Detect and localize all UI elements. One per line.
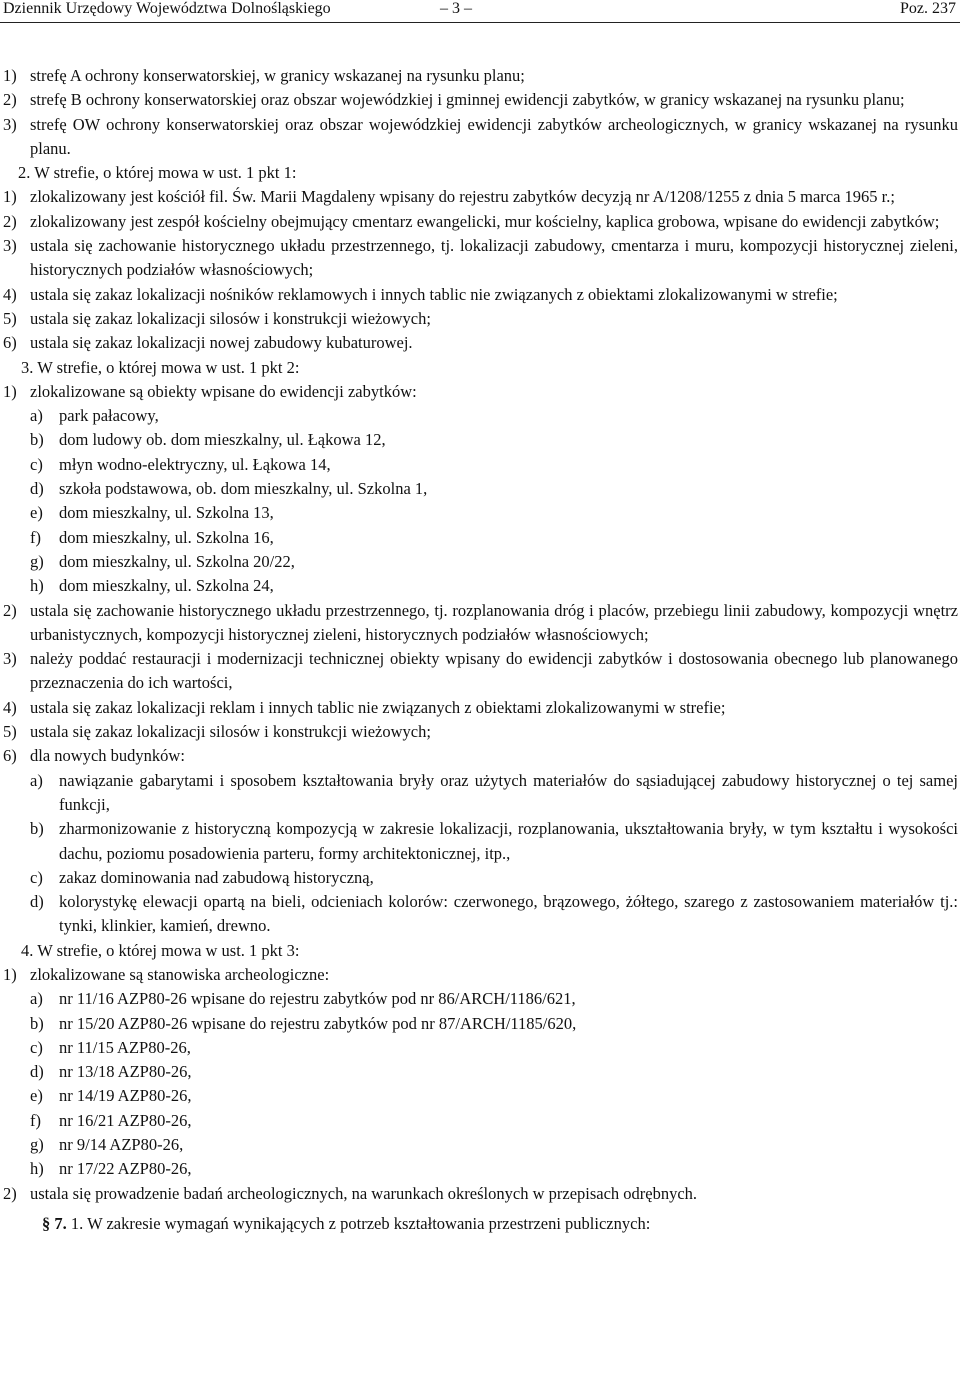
sub-item (3, 1012, 958, 1036)
page-number: – 3 – (440, 0, 472, 17)
sub-item (3, 1109, 958, 1133)
sub-item-text: zakaz dominowania nad zabudową historyczną, (59, 867, 374, 887)
list-item (3, 210, 958, 234)
item-number: 2) (3, 90, 17, 110)
section-4-list (3, 963, 958, 1206)
sub-item-letter: f) (30, 527, 41, 547)
sub-item-text: nr 16/21 AZP80-26, (59, 1110, 192, 1130)
sub-item (3, 404, 958, 428)
section-3-list (3, 380, 958, 939)
sub-item-text: dom ludowy ob. dom mieszkalny, ul. Łąkowa 12, (59, 430, 386, 450)
sub-item (3, 550, 958, 574)
sub-item (3, 574, 958, 598)
item-number: 2) (3, 211, 17, 231)
sub-item (3, 453, 958, 477)
list-item (3, 185, 958, 209)
list-item (3, 696, 958, 720)
zones-list (3, 64, 958, 161)
item-text: strefę B ochrony konserwatorskiej oraz obszar wojewódzkiej i gminnej ewidencji zabytków, w granicy wskazanej na rysunku planu; (30, 90, 905, 110)
item-text: ustala się zakaz lokalizacji reklam i innych tablic nie związanych z obiektami zlokalizowanymi w strefie; (30, 697, 726, 717)
sub-item (3, 866, 958, 890)
sub-item-text: nr 13/18 AZP80-26, (59, 1062, 192, 1082)
sub-item-text: nr 11/15 AZP80-26, (59, 1037, 191, 1057)
item-text: zlokalizowany jest zespół kościelny obejmujący cmentarz ewangelicki, mur kościelny, kaplica grobowa, wpisane do ewidencji zabytków; (30, 211, 940, 231)
sub-item-text: park pałacowy, (59, 406, 159, 426)
item-text: ustala się zachowanie historycznego układu przestrzennego, tj. rozplanowania dróg i placów, przebiegu linii zabudowy, kompozycji wnętrz urbanistycznych, kompozycji historycznej zieleni, historycznych podziałów własnościowych; (30, 600, 958, 644)
paragraph-number: § 7. (42, 1213, 67, 1233)
list-item (3, 113, 958, 162)
sub-item-letter: a) (30, 406, 43, 426)
sub-item-letter: a) (30, 770, 43, 790)
sub-item-text: kolorystykę elewacji opartą na bieli, odcieniach kolorów: czerwonego, brązowego, żółtego, szarego z zastosowaniem materiałów tj.: tynki, klinkier, kamień, drewno. (59, 892, 958, 936)
sub-item (3, 1084, 958, 1108)
list-item (3, 647, 958, 696)
list-item (3, 234, 958, 283)
journal-title: Dziennik Urzędowy Województwa Dolnośląskiego (3, 0, 331, 17)
item-number: 6) (3, 746, 17, 766)
section-2-heading: 2. W strefie, o której mowa w ust. 1 pkt 1: (18, 163, 297, 183)
list-item (3, 963, 958, 987)
item-number: 1) (3, 381, 17, 401)
sub-item-letter: f) (30, 1110, 41, 1130)
list-item (3, 331, 958, 355)
sub-item-letter: b) (30, 819, 44, 839)
position-number: Poz. 237 (900, 0, 956, 17)
sub-item-letter: b) (30, 1013, 44, 1033)
list-item (3, 720, 958, 744)
item-number: 2) (3, 1183, 17, 1203)
sub-item-letter: d) (30, 892, 44, 912)
sub-item-letter: g) (30, 1135, 44, 1155)
sub-item (3, 1133, 958, 1157)
item-number: 1) (3, 964, 17, 984)
list-item (3, 283, 958, 307)
sub-item (3, 501, 958, 525)
sub-item-letter: e) (30, 503, 43, 523)
item-text: należy poddać restauracji i modernizacji technicznej obiekty wpisany do ewidencji zabytków i dostosowania obecnego lub planowanego przeznaczenia do ich wartości, (30, 649, 958, 693)
item-number: 3) (3, 114, 17, 134)
sub-item (3, 1060, 958, 1084)
item-number: 4) (3, 697, 17, 717)
item-text: zlokalizowane są obiekty wpisane do ewidencji zabytków: (30, 381, 417, 401)
sub-item (3, 817, 958, 866)
list-item (3, 744, 958, 768)
item-text: ustala się zakaz lokalizacji nośników reklamowych i innych tablic nie związanych z obiektami zlokalizowanymi w strefie; (30, 284, 838, 304)
list-item (3, 88, 958, 112)
sub-item-letter: b) (30, 430, 44, 450)
sub-item-text: młyn wodno-elektryczny, ul. Łąkowa 14, (59, 454, 331, 474)
item-number: 2) (3, 600, 17, 620)
item-text: zlokalizowane są stanowiska archeologiczne: (30, 964, 330, 984)
sub-item-text: nr 9/14 AZP80-26, (59, 1135, 184, 1155)
sub-item-text: dom mieszkalny, ul. Szkolna 24, (59, 576, 274, 596)
sub-item-letter: d) (30, 479, 44, 499)
sub-item-letter: d) (30, 1062, 44, 1082)
item-text: ustala się zachowanie historycznego układu przestrzennego, tj. lokalizacji zabudowy, cmentarza i muru, kompozycji historycznej zieleni, historycznych podziałów własnościowych; (30, 236, 958, 280)
item-number: 4) (3, 284, 17, 304)
sub-item (3, 987, 958, 1011)
item-text: dla nowych budynków: (30, 746, 185, 766)
paragraph-text: 1. W zakresie wymagań wynikających z potrzeb kształtowania przestrzeni publicznych: (70, 1213, 651, 1233)
sub-item (3, 890, 958, 939)
sub-item (3, 477, 958, 501)
list-item (3, 307, 958, 331)
item-text: strefę OW ochrony konserwatorskiej oraz obszar wojewódzkiej ewidencji zabytków archeologicznych, w granicy wskazanej na rysunku planu. (30, 114, 958, 158)
list-item (3, 1182, 958, 1206)
sub-item-text: nawiązanie gabarytami i sposobem kształtowania bryły oraz użytych materiałów do sąsiadującej zabudowy historycznej o tej samej funkcji, (59, 770, 958, 814)
sub-item-letter: c) (30, 867, 43, 887)
sub-item-text: szkoła podstawowa, ob. dom mieszkalny, ul. Szkolna 1, (59, 479, 428, 499)
section-3-heading: 3. W strefie, o której mowa w ust. 1 pkt 2: (21, 357, 300, 377)
sub-item-letter: c) (30, 454, 43, 474)
sub-item-text: nr 15/20 AZP80-26 wpisane do rejestru zabytków pod nr 87/ARCH/1185/620, (59, 1013, 577, 1033)
sub-item (3, 1157, 958, 1181)
page-header (0, 0, 960, 22)
sub-item-letter: g) (30, 551, 44, 571)
list-item (3, 64, 958, 88)
sub-item-letter: c) (30, 1037, 43, 1057)
item-text: ustala się prowadzenie badań archeologicznych, na warunkach określonych w przepisach odrębnych. (30, 1183, 698, 1203)
item-number: 1) (3, 66, 17, 85)
item-number: 5) (3, 308, 17, 328)
sub-item-text: zharmonizowanie z historyczną kompozycją w zakresie lokalizacji, rozplanowania, ukształtowania bryły, w tym kształtu i wysokości dachu, poziomu posadowienia parteru, formy architektonicznej, itp., (59, 819, 958, 863)
sub-item-text: nr 11/16 AZP80-26 wpisane do rejestru zabytków pod nr 86/ARCH/1186/621, (59, 989, 576, 1009)
item-number: 6) (3, 333, 17, 353)
sub-item-letter: h) (30, 1159, 44, 1179)
item-text: strefę A ochrony konserwatorskiej, w granicy wskazanej na rysunku planu; (30, 66, 525, 85)
sub-item (3, 1036, 958, 1060)
sub-item-letter: h) (30, 576, 44, 596)
item-text: ustala się zakaz lokalizacji nowej zabudowy kubaturowej. (30, 333, 413, 353)
sub-item-text: dom mieszkalny, ul. Szkolna 16, (59, 527, 274, 547)
sub-item (3, 428, 958, 452)
item-text: zlokalizowany jest kościół fil. Św. Marii Magdaleny wpisany do rejestru zabytków decyzją nr A/1208/1255 z dnia 5 marca 1965 r.; (30, 187, 895, 207)
list-item (3, 599, 958, 648)
paragraph-7 (3, 1212, 958, 1236)
list-item (3, 380, 958, 404)
document-body (3, 64, 958, 1236)
item-text: ustala się zakaz lokalizacji silosów i konstrukcji wieżowych; (30, 722, 431, 742)
item-number: 1) (3, 187, 17, 207)
sub-item-text: dom mieszkalny, ul. Szkolna 13, (59, 503, 274, 523)
sub-item-text: nr 14/19 AZP80-26, (59, 1086, 192, 1106)
section-2-list (3, 185, 958, 355)
sub-item-text: nr 17/22 AZP80-26, (59, 1159, 192, 1179)
item-number: 5) (3, 722, 17, 742)
section-4-heading: 4. W strefie, o której mowa w ust. 1 pkt 3: (21, 940, 300, 960)
item-number: 3) (3, 649, 17, 669)
sub-item (3, 526, 958, 550)
sub-item-letter: a) (30, 989, 43, 1009)
sub-item-text: dom mieszkalny, ul. Szkolna 20/22, (59, 551, 295, 571)
header-divider (0, 22, 960, 23)
item-number: 3) (3, 236, 17, 256)
sub-item-letter: e) (30, 1086, 43, 1106)
item-text: ustala się zakaz lokalizacji silosów i konstrukcji wieżowych; (30, 308, 431, 328)
sub-item (3, 769, 958, 818)
